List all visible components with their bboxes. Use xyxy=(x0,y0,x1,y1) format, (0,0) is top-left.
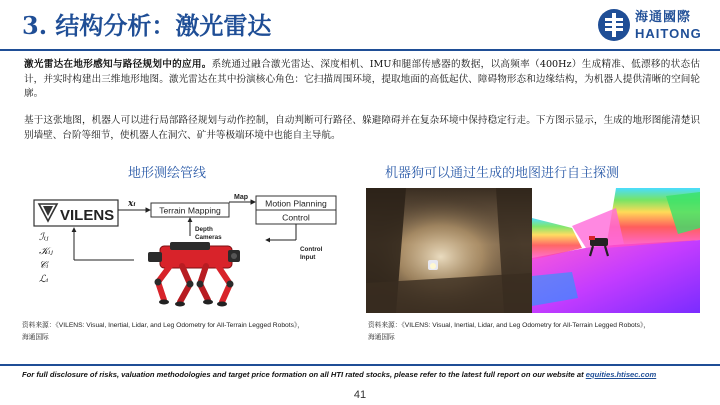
source-right-citation: 《VILENS: Visual, Inertial, Lidar, and Leg Odometry for All-Terrain Legged Robots》， xyxy=(401,322,650,329)
website-link[interactable]: equities.htisec.com xyxy=(585,370,657,379)
legged-robot-image xyxy=(148,242,240,307)
sensor-symbol-c: 𝒞ᵢ xyxy=(39,260,49,271)
logo-text xyxy=(635,11,702,40)
disclosure-note xyxy=(22,370,656,379)
navigation-paragraph: 基于这张地图，机器人可以进行局部路径规划与动作控制，自动判断可行路径、躲避障碍并在复杂环境中保持稳定行走。下方图示显示，生成的地形图能清楚识别墙壁、台阶等细节，使机器人在洞穴、矿井等极端环境中也能自主导航。 xyxy=(24,115,700,141)
intro-lead: 激光雷达在地形感知与路径规划中的应用。 xyxy=(24,59,212,70)
logo-name-en: HAITONG xyxy=(635,25,702,41)
intro-body: 系统通过融合激光雷达、深度相机、IMU和腿部传感器的数据，以高频率（400Hz）生成精准、低漂移的状态估计，并实时构建出三维地形地图。激光雷达在其中扮演核心角色：它扫描周围环境，提取地面的高低起伏、障碍物形态和边缘结构，为机器人提供清晰的空间轮廓。 xyxy=(24,59,700,100)
figure-title-right: 机器狗可以通过生成的地图进行自主探测 xyxy=(385,166,620,181)
map-label: Map xyxy=(234,194,248,201)
header-divider xyxy=(0,49,720,51)
vilens-label: VILENS xyxy=(60,207,115,224)
page-number: 41 xyxy=(353,389,367,401)
footer-divider xyxy=(0,364,720,366)
sensor-symbol-i: ℐᵢⱼ xyxy=(39,232,49,243)
control-input-label-1: Control xyxy=(300,246,323,253)
depth-cameras-label-2: Cameras xyxy=(195,234,222,241)
control-label: Control xyxy=(282,212,310,223)
sensor-symbol-k: 𝒦ᵢⱼ xyxy=(39,246,53,257)
logo-name-cn: 海通國際 xyxy=(635,9,692,25)
page-title: 3. 结构分析：激光雷达 xyxy=(22,11,272,40)
source-left-label: 资料来源： xyxy=(22,321,56,329)
cave-map-figure xyxy=(366,188,700,313)
source-left-citation: 《VILENS: Visual, Inertial, Lidar, and Leg Odometry for All-Terrain Legged Robots》， xyxy=(55,322,304,329)
cave-map-svg xyxy=(366,188,700,313)
control-input-label-2: Input xyxy=(300,254,316,261)
intro-paragraph xyxy=(24,58,700,102)
cave-photo xyxy=(366,188,532,313)
source-left-org: 海通国际 xyxy=(22,332,49,341)
source-right xyxy=(368,320,650,342)
sensor-symbol-l: ℒᵢ xyxy=(39,274,49,285)
pipeline-svg xyxy=(30,188,340,313)
haitong-logo-icon xyxy=(598,9,630,41)
source-right-label: 资料来源： xyxy=(368,321,402,329)
motion-planning-label: Motion Planning xyxy=(265,198,327,209)
figure-title-left: 地形测绘管线 xyxy=(128,166,207,181)
terrain-map-render xyxy=(532,188,700,313)
pipeline-diagram xyxy=(30,188,340,313)
depth-cameras-label-1: Depth xyxy=(195,226,213,233)
source-right-org: 海通国际 xyxy=(368,332,395,341)
haitong-logo xyxy=(598,6,710,44)
source-left xyxy=(22,320,304,342)
terrain-mapping-label: Terrain Mapping xyxy=(159,205,221,216)
disclosure-text: For full disclosure of risks, valuation methodologies and target price formation on all HTI rated stocks, please refer to the latest full report on our website at xyxy=(22,370,586,379)
state-label: xᵢ xyxy=(128,199,136,209)
